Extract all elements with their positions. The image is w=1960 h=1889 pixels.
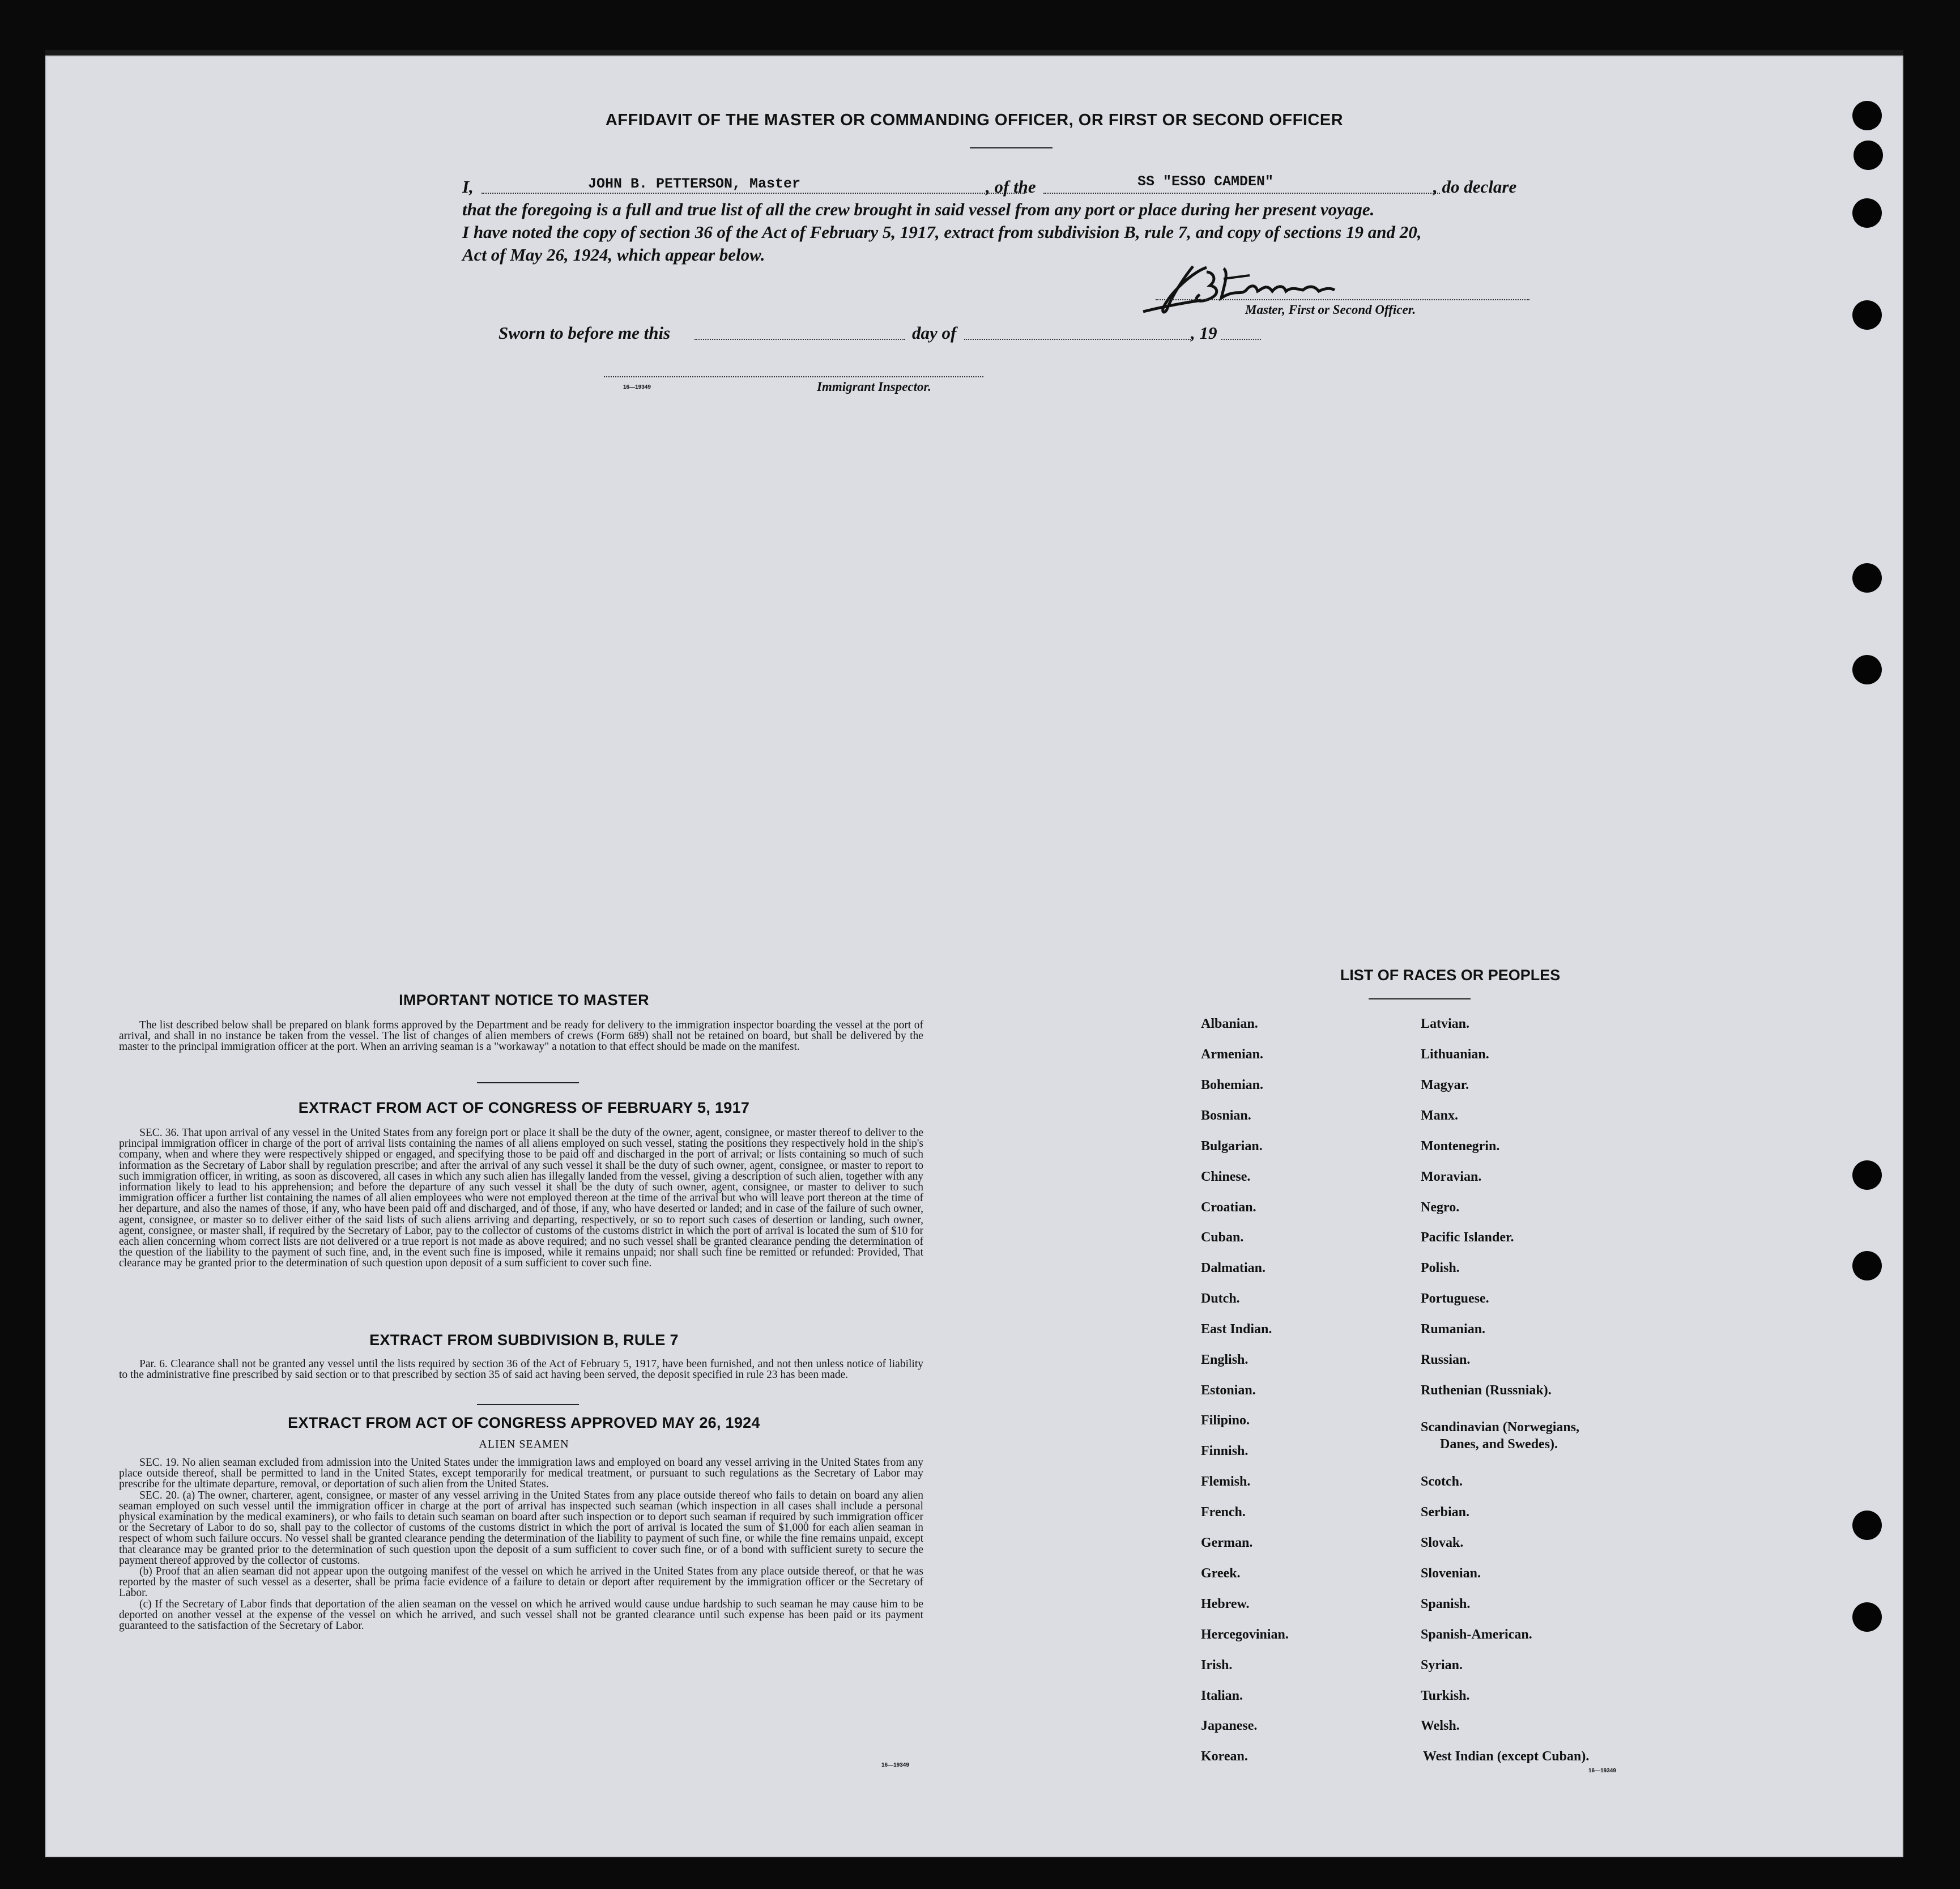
extract-1924-title: EXTRACT FROM ACT OF CONGRESS APPROVED MAY 26, 1924 <box>288 1414 760 1431</box>
race-item: German. <box>1201 1535 1253 1550</box>
vessel-name-field[interactable]: SS "ESSO CAMDEN" <box>1137 173 1274 190</box>
race-item: Bosnian. <box>1201 1108 1251 1123</box>
notice-title: IMPORTANT NOTICE TO MASTER <box>399 992 649 1009</box>
race-item: Albanian. <box>1201 1016 1258 1031</box>
binder-hole <box>1852 655 1882 684</box>
month-line <box>964 339 1191 340</box>
sec-20b-paragraph: (b) Proof that an alien seaman did not appear upon the outgoing manifest of the vessel on which he arrived in the United States from any place outside thereof, or that he was reported by the master of such vessel as a deserter, shall be prima facie evidence of a failure to detain or deport after requirement by the immigration officer or the Secretary of Labor. <box>119 1565 923 1599</box>
binder-hole <box>1852 1511 1882 1540</box>
sec-19-paragraph: SEC. 19. No alien seaman excluded from admission into the United States under the immigration laws and employed on board any vessel arriving in the United States from any place outside thereof, shall be permitted to land in the United States, except temporarily for medical treatment, or pursuant to such regulations as the Secretary of Labor may prescribe for the ultimate departure, removal, or deportation of such alien from the United States. <box>119 1457 923 1491</box>
races-title: LIST OF RACES OR PEOPLES <box>1340 967 1561 984</box>
binder-hole <box>1852 300 1882 330</box>
race-item: Scandinavian (Norwegians, <box>1421 1420 1580 1435</box>
race-item: Syrian. <box>1421 1658 1463 1673</box>
binder-hole <box>1852 1160 1882 1190</box>
race-item: East Indian. <box>1201 1322 1272 1337</box>
race-item: Hebrew. <box>1201 1597 1250 1611</box>
race-item: Filipino. <box>1201 1413 1250 1428</box>
binder-hole <box>1852 1251 1882 1280</box>
race-item: Estonian. <box>1201 1383 1256 1398</box>
race-item: Rumanian. <box>1421 1322 1486 1337</box>
notice-text <box>119 1020 923 1053</box>
binder-hole <box>1852 563 1882 593</box>
notice-paragraph: The list described below shall be prepared on blank forms approved by the Department and be ready for delivery to the immigration inspector boarding the vessel at the port of arrival, and shall in no instance be taken from the vessel. The list of changes of alien members of crews (Form 689) shall not be retained on board, but shall be delivered by the master to the principal immigration officer at the port. When an arriving seaman is a "workaway" a notation to that effect should be made on the manifest. <box>119 1019 923 1053</box>
binder-hole <box>1854 141 1883 170</box>
sec-20a-paragraph: SEC. 20. (a) The owner, charterer, agent, consignee, or master of any vessel arriving in the United States from any place outside thereof who fails to detain on board any alien seaman employed on such vessel until the immigration officer in charge at the port of arrival has inspected such seaman (which inspection in all cases shall include a personal physical examination by the medical examiners), or who fails to detain such seaman on board after such inspection or to deport such seaman if required by such immigration officer or the Secretary of Labor to do so, shall pay to the collector of customs of the customs district in which the port of arrival is located the sum of $1,000 for each alien seaman in respect of whom such failure occurs. No vessel shall be granted clearance pending the determination of the liability to payment of such fine, or while the fine remains unpaid, except that clearance may be granted prior to the determination of such question upon the deposit of a sum sufficient to cover such fine, or of a bond with sufficient surety to secure the payment thereof approved by the collector of customs. <box>119 1489 923 1567</box>
alien-seamen-subtitle: ALIEN SEAMEN <box>479 1438 569 1450</box>
signature-line <box>1156 299 1529 300</box>
race-item: Armenian. <box>1201 1047 1263 1062</box>
race-item: Dutch. <box>1201 1291 1240 1306</box>
declaration-line-3: Act of May 26, 1924, which appear below. <box>462 245 765 265</box>
race-item: Moravian. <box>1421 1169 1482 1184</box>
race-item: West Indian (except Cuban). <box>1423 1749 1590 1764</box>
title-rule <box>970 147 1053 148</box>
extract-1917-title: EXTRACT FROM ACT OF CONGRESS OF FEBRUARY 5, 1917 <box>298 1099 750 1116</box>
binder-hole <box>1852 1602 1882 1632</box>
race-item: Welsh. <box>1421 1718 1460 1733</box>
race-item-continuation: Danes, and Swedes). <box>1440 1437 1558 1452</box>
of-the-label: , of the <box>986 177 1036 197</box>
inspector-line <box>604 376 983 377</box>
declaration-line-1: that the foregoing is a full and true list of all the crew brought in said vessel from any port or place during her present voyage. <box>462 199 1375 219</box>
race-item: Portuguese. <box>1421 1291 1489 1306</box>
race-item: Manx. <box>1421 1108 1458 1123</box>
race-item: Japanese. <box>1201 1718 1258 1733</box>
affidavit-form-number: 16—19349 <box>623 384 651 390</box>
notice-rule <box>477 1082 579 1083</box>
sworn-date-line <box>694 339 905 340</box>
document-page <box>45 50 1903 1857</box>
race-item: Dalmatian. <box>1201 1261 1266 1275</box>
race-item: Irish. <box>1201 1658 1233 1673</box>
race-item: Finnish. <box>1201 1444 1249 1458</box>
races-form-number: 16—19349 <box>1588 1768 1616 1774</box>
race-item: Hercegovinian. <box>1201 1627 1289 1642</box>
year-label: , 19 <box>1191 323 1217 343</box>
race-item: Lithuanian. <box>1421 1047 1489 1062</box>
day-of-label: day of <box>912 323 957 343</box>
race-item: Russian. <box>1421 1352 1471 1367</box>
race-item: Cuban. <box>1201 1230 1244 1245</box>
sec-36-paragraph: SEC. 36. That upon arrival of any vessel in the United States from any foreign port or place it shall be the duty of the owner, agent, consignee, or master thereof to deliver to the principal immigration officer in charge of the port of arrival lists containing the names of all aliens employed on such vessel, stating the positions they respectively hold in the ship's company, when and where they were respectively shipped or engaged, and specifying those to be paid off and discharged in the port of arrival; or lists containing so much of such information as the Secretary of Labor shall by regulation prescribe; and after the arrival of any such vessel it shall be the duty of such owner, agent, consignee, or master to report to such immigration officer, in writing, as soon as discovered, all cases in which any such alien has illegally landed from the vessel, giving a description of such alien, together with any information likely to lead to his apprehension; and before the departure of any such vessel it shall be the duty of such owner, agent, consignee, or master to deliver to such immigration officer a further list containing the names of all alien employees who were not employed thereon at the time of the arrival but who will leave port thereon at the time of her departure, and also the names of those, if any, who have been paid off and discharged, and of those, if any, who have deserted or landed; and in case of the failure of such owner, agent, consignee, or master so to deliver either of the said lists of such aliens arriving and departing, respectively, or so to report such cases of desertion or landing, such owner, agent, consignee, or master shall, if required by the Secretary of Labor, pay to the collector of customs of the customs district in which the port of arrival is located the sum of $10 for each alien concerning whom correct lists are not delivered or a true report is not made as above required; and no such vessel shall be granted clearance pending the determination of the question of the liability to the payment of such fine, and, in the event such fine is imposed, while it remains unpaid; nor shall such fine be remitted or refunded: Provided, That clearance may be granted prior to the determination of such question upon deposit of a sum sufficient to cover such fine. <box>119 1127 923 1270</box>
race-item: Ruthenian (Russniak). <box>1421 1383 1552 1398</box>
race-item: Slovenian. <box>1421 1566 1481 1581</box>
race-item: Magyar. <box>1421 1078 1469 1092</box>
race-item: Turkish. <box>1421 1688 1470 1703</box>
sec-20c-paragraph: (c) If the Secretary of Labor finds that deportation of the alien seaman on the vessel on which he arrived would cause undue hardship to such seaman he may cause him to be deported on another vessel at the expense of the vessel on which he arrived, and such vessel shall not be granted clearance until such expense has been paid or its payment guaranteed to the satisfaction of the Secretary of Labor. <box>119 1598 923 1632</box>
extract-1924-text <box>119 1457 923 1631</box>
race-item: Serbian. <box>1421 1505 1470 1520</box>
race-item: Pacific Islander. <box>1421 1230 1514 1245</box>
declare-label: , do declare <box>1433 177 1517 197</box>
race-item: Polish. <box>1421 1261 1460 1275</box>
race-item: Montenegrin. <box>1421 1139 1500 1154</box>
race-item: Bulgarian. <box>1201 1139 1263 1154</box>
extract-rule7-text <box>119 1359 923 1380</box>
race-item: Flemish. <box>1201 1474 1251 1489</box>
binder-hole <box>1852 198 1882 228</box>
race-item: Spanish. <box>1421 1597 1471 1611</box>
extract-form-number: 16—19349 <box>881 1762 909 1768</box>
affidavit-title: AFFIDAVIT OF THE MASTER OR COMMANDING OFFICER, OR FIRST OR SECOND OFFICER <box>605 111 1344 129</box>
race-item: Negro. <box>1421 1200 1460 1215</box>
master-name-field[interactable]: JOHN B. PETTERSON, Master <box>588 176 801 192</box>
rule7-rule <box>477 1404 579 1405</box>
race-item: Italian. <box>1201 1688 1243 1703</box>
race-item: Croatian. <box>1201 1200 1256 1215</box>
name-line <box>482 193 1025 194</box>
race-item: Scotch. <box>1421 1474 1463 1489</box>
signature-caption: Master, First or Second Officer. <box>1245 303 1416 317</box>
extract-1917-text <box>119 1128 923 1269</box>
race-item: English. <box>1201 1352 1249 1367</box>
par-6-paragraph: Par. 6. Clearance shall not be granted any vessel until the lists required by section 36 of the Act of February 5, 1917, have been furnished, and not then unless notice of liability to the administrative fine prescribed by said section or to that prescribed by section 35 of said act having been served, the deposit specified in rule 23 has been made. <box>119 1358 923 1381</box>
race-item: Slovak. <box>1421 1535 1464 1550</box>
extract-rule7-title: EXTRACT FROM SUBDIVISION B, RULE 7 <box>369 1331 679 1348</box>
sworn-label: Sworn to before me this <box>498 323 671 343</box>
race-item: Spanish-American. <box>1421 1627 1532 1642</box>
inspector-caption: Immigrant Inspector. <box>817 380 931 394</box>
race-item: Latvian. <box>1421 1016 1470 1031</box>
race-item: Chinese. <box>1201 1169 1251 1184</box>
i-label: I, <box>462 177 474 197</box>
race-item: Greek. <box>1201 1566 1241 1581</box>
vessel-line <box>1043 193 1440 194</box>
race-item: Bohemian. <box>1201 1078 1264 1092</box>
race-item: French. <box>1201 1505 1246 1520</box>
declaration-line-2: I have noted the copy of section 36 of the Act of February 5, 1917, extract from subdivision B, rule 7, and copy of sections 19 and 20, <box>462 222 1422 242</box>
year-line <box>1221 339 1261 340</box>
races-rule <box>1369 998 1471 999</box>
race-item: Korean. <box>1201 1749 1248 1764</box>
